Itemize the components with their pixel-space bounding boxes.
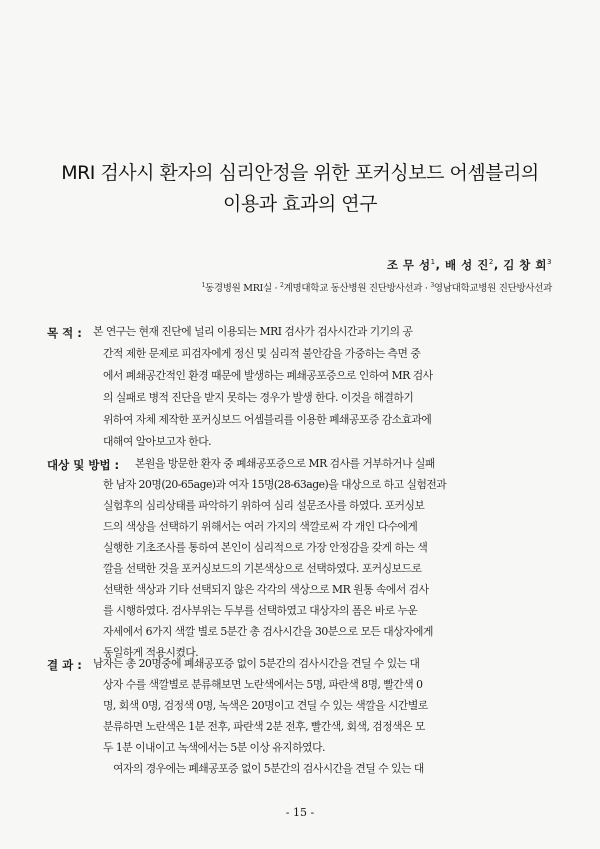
author-1: 조 무 성 [386,258,431,272]
page-number: - 15 - [285,806,315,819]
author-separator: , [493,258,504,272]
author-list [387,257,552,273]
affiliation-line [202,280,552,294]
purpose-line: 본 연구는 현재 진단에 널리 이용되는 MRI 검사가 검사시간과 기기의 공 [93,325,413,338]
results-line: 남자는 총 20명중에 폐쇄공포증 없이 5분간의 검사시간을 견딜 수 있는 대 [93,657,420,670]
affil-1-mark: 1 [201,281,206,289]
results-line: 두 1분 이내이고 녹색에서는 5분 이상 유지하였다. [103,741,325,754]
affil-1: 동경병원 MRI실 · [205,283,281,294]
methods-line: 자세에서 6가지 색깔 별로 5분간 총 검사시간을 30분으로 모든 대상자에게 [103,625,433,638]
methods-line: 실험후의 심리상태를 파악하기 위하여 심리 설문조사를 하였다. 포커싱보 [103,499,425,512]
methods-line: 깔을 선택한 것을 포커싱보드의 기본색상으로 선택하였다. 포커싱보드로 [103,562,422,575]
methods-line: 실행한 기초조사를 통하여 본인이 심리적으로 가장 안정감을 갖게 하는 색 [103,541,428,554]
author-2-mark: 2 [488,258,494,267]
affil-3: 영남대학교병원 진단방사선과 [433,283,552,294]
author-separator: , [435,258,445,272]
author-2: 배 성 진 [445,258,489,272]
methods-line: 본원을 방문한 환자 중 폐쇄공포증으로 MR 검사를 거부하거나 실패 [135,457,435,470]
methods-line: 동일하게 적용시켰다. [103,646,199,659]
methods-line: 선택한 색상과 기타 선택되지 않은 각각의 색상으로 MR 원통 속에서 검사 [103,583,429,596]
methods-section [47,457,557,657]
methods-line: 를 시행하였다. 검사부위는 두부를 선택하였고 대상자의 폼은 바로 누운 [103,604,418,617]
purpose-section [47,325,557,475]
purpose-label: 목 적 : [47,326,82,340]
methods-line: 한 남자 20명(20-65age)과 여자 15명(28-63age)을 대상으로 하고 실험전과 [103,478,447,491]
methods-line: 드의 색상을 선택하기 위해서는 여러 가지의 색깔로써 각 개인 다수에게 [103,520,418,533]
affil-2: 계명대학교 동산병원 진단방사선과 · [283,283,431,294]
results-line: 분류하면 노란색은 1분 전후, 파란색 2분 전후, 빨간색, 회색, 검정색은 모 [103,720,425,733]
purpose-line: 에서 폐쇄공간적인 환경 때문에 발생하는 폐쇄공포증으로 인하여 MR 검사 [103,369,433,382]
author-1-mark: 1 [430,258,436,267]
results-line: 명, 회색 0명, 검정색 0명, 녹색은 20명이고 견딜 수 있는 색깔을 시간별로 [103,699,428,712]
author-3: 김 창 희 [503,258,548,272]
purpose-line: 의 실패로 병적 진단을 받지 못하는 경우가 발생 한다. 이것을 해결하기 [103,391,414,404]
methods-label: 대상 및 방법 : [47,458,120,472]
purpose-line: 대해여 알아보고자 한다. [103,435,212,448]
results-line: 상자 수를 색깔별로 분류해보면 노란색에서는 5명, 파란색 8명, 빨간색 0 [103,678,423,691]
results-label: 결 과 : [47,658,82,672]
results-section [47,657,557,787]
affil-2-mark: 2 [280,281,284,289]
title-line-1: MRI 검사시 환자의 심리안정을 위한 포커싱보드 어셈블리의 [61,162,539,184]
purpose-line: 위하여 자체 제작한 포커싱보드 어셈블리를 이용한 폐쇄공포증 감소효과에 [103,413,432,426]
affil-3-mark: 3 [430,281,434,289]
purpose-line: 간적 제한 문제로 피검자에게 정신 및 심리적 불안감을 가중하는 측면 중 [103,347,421,360]
title-line-2: 이용과 효과의 연구 [223,193,377,215]
results-line: 여자의 경우에는 폐쇄공포증 없이 5분간의 검사시간을 견딜 수 있는 대 [113,762,424,775]
author-3-mark: 3 [547,258,552,267]
